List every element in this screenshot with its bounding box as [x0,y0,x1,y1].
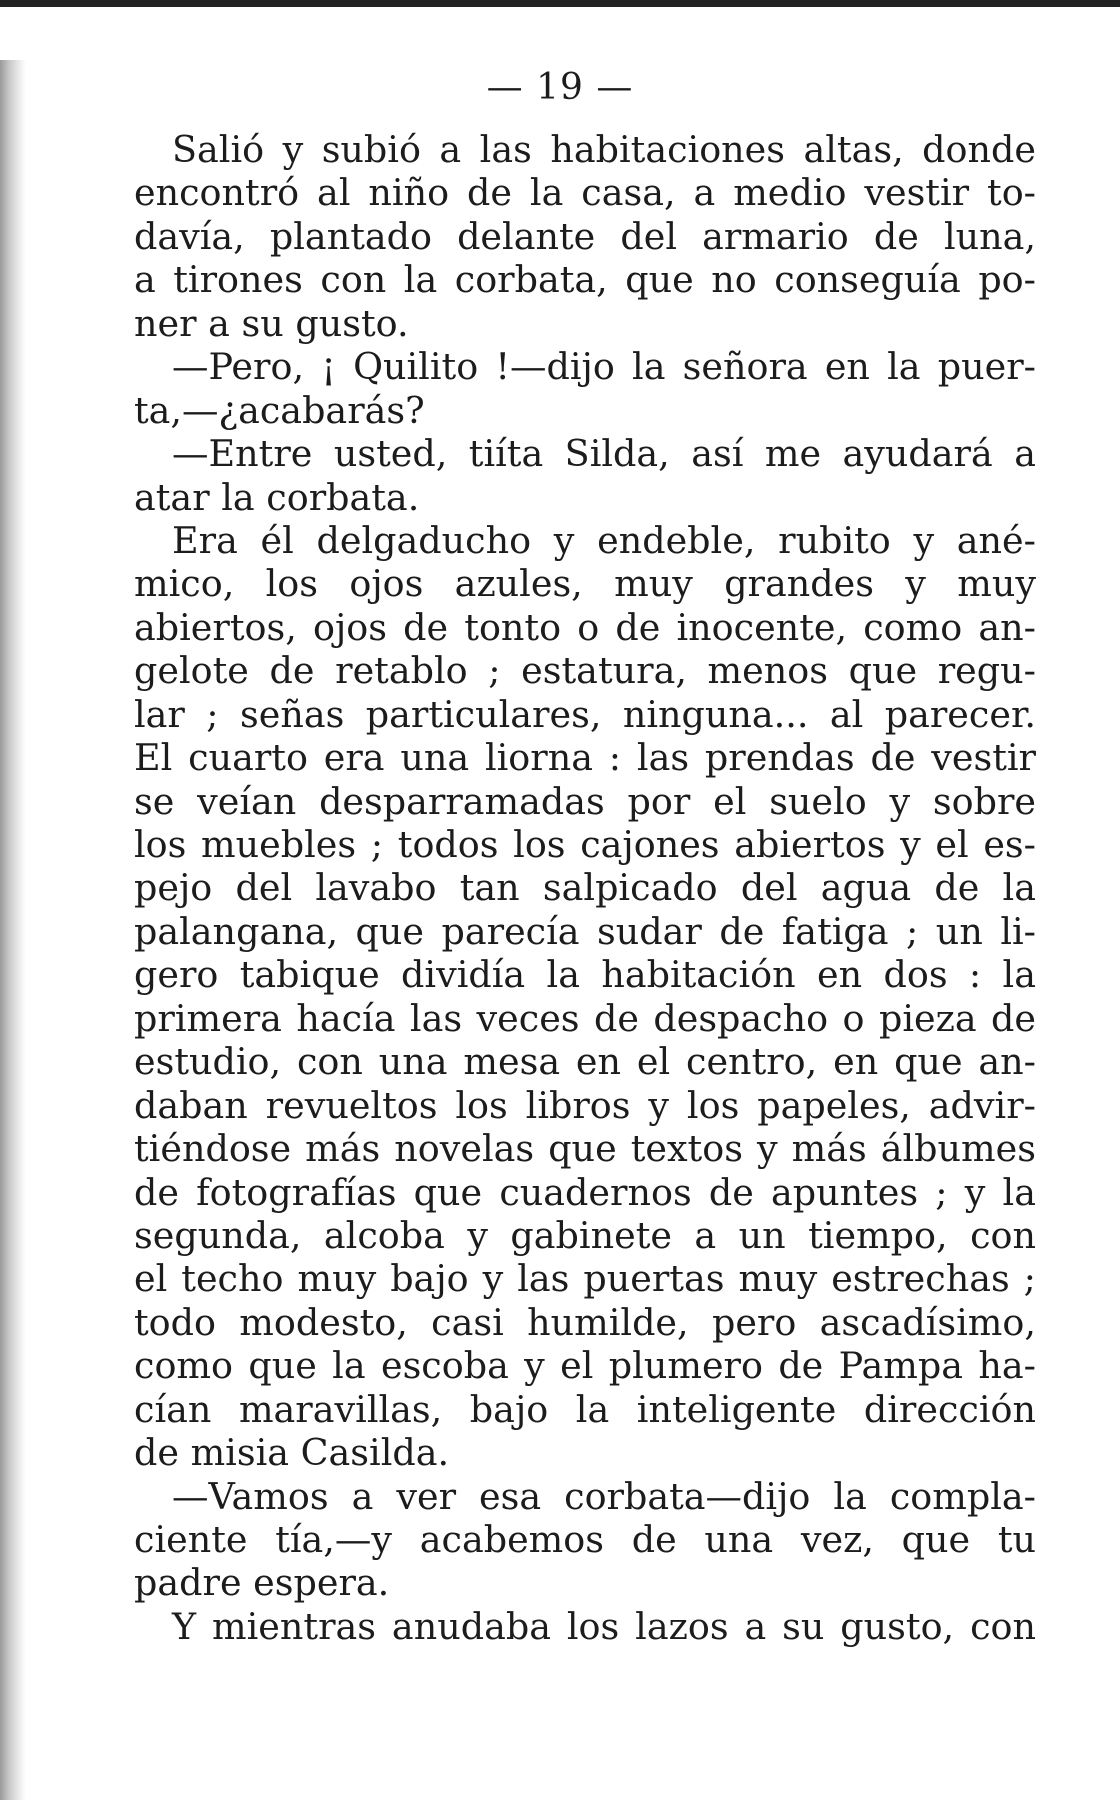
text-line: de fotografías que cuadernos de apuntes ; y la [134,1170,1036,1214]
text-line: ciente tía,—y acabemos de una vez, que tu [134,1518,1036,1561]
text-line: Y mientras anudaba los lazos a su gusto, con [172,1604,1036,1648]
text-line: palangana, que parecía sudar de fatiga ; un li- [134,909,1036,953]
text-line: pejo del lavabo tan salpicado del agua de la [134,866,1036,910]
text-line: —Vamos a ver esa corbata—dijo la compla- [172,1474,1036,1518]
text-line: mico, los ojos azules, muy grandes y muy [134,562,1036,606]
text-line: como que la escoba y el plumero de Pampa ha- [134,1344,1036,1388]
text-line: davía, plantado delante del armario de luna, [134,214,1036,258]
text-line: daban revueltos los libros y los papeles, advir- [134,1083,1036,1127]
text-line: ner a su gusto. [134,301,409,345]
page-number: — 19 — [486,67,634,108]
text-line: lar ; señas particulares, ninguna... al parecer. [134,692,1036,736]
text-line: abiertos, ojos de tonto o de inocente, como an- [134,605,1036,649]
text-line: todo modesto, casi humilde, pero ascadísimo, [134,1300,1036,1344]
text-line: padre espera. [134,1561,390,1605]
text-line: gero tabique dividía la habitación en dos : la [134,953,1036,997]
body-text [134,128,1036,1648]
text-line: los muebles ; todos los cajones abiertos y el es- [134,823,1036,866]
text-line: el techo muy bajo y las puertas muy estrechas ; [134,1257,1036,1301]
text-line: se veían desparramadas por el suelo y sobre [134,779,1036,823]
text-line: cían maravillas, bajo la inteligente dirección [134,1387,1036,1431]
binding-shadow [0,60,26,1800]
text-line: —Entre usted, tiíta Silda, así me ayudará a [172,432,1036,476]
text-line: Era él delgaducho y endeble, rubito y ané- [172,518,1036,562]
text-line: estudio, con una mesa en el centro, en que an- [134,1040,1036,1084]
text-line: primera hacía las veces de despacho o pieza de [134,996,1036,1040]
top-border-rule [0,0,1120,7]
text-line: tiéndose más novelas que textos y más álbumes [134,1127,1036,1171]
text-line: atar la corbata. [134,475,420,519]
text-line: segunda, alcoba y gabinete a un tiempo, con [134,1213,1036,1257]
text-line: El cuarto era una liorna : las prendas de vestir [134,736,1036,780]
text-line: gelote de retablo ; estatura, menos que regu- [134,649,1036,693]
text-line: Salió y subió a las habitaciones altas, donde [172,128,1036,171]
text-line: encontró al niño de la casa, a medio vestir to- [134,171,1036,215]
text-line: de misia Casilda. [134,1431,450,1475]
text-line: ta,—¿acabarás? [134,388,425,432]
text-line: a tirones con la corbata, que no conseguía po- [134,258,1036,302]
text-line: —Pero, ¡ Quilito !—dijo la señora en la puer- [172,345,1036,389]
